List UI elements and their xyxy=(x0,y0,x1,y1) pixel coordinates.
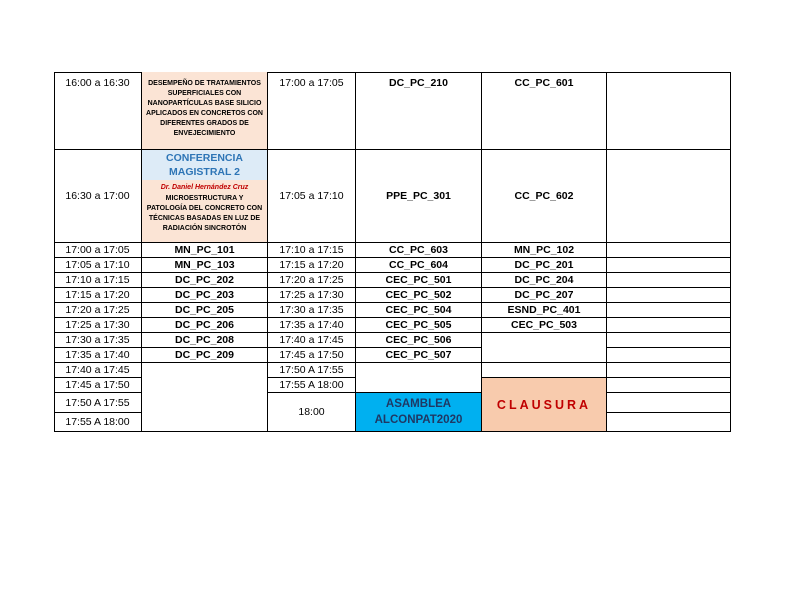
empty-cell xyxy=(607,378,731,393)
paper-code-cell: PPE_PC_301 xyxy=(356,150,482,243)
time-cell: 17:05 a 17:10 xyxy=(54,258,142,273)
paper-code-cell: CC_PC_603 xyxy=(356,243,482,258)
paper-code-cell: CC_PC_602 xyxy=(482,150,607,243)
empty-cell xyxy=(607,72,731,150)
time-cell: 17:10 a 17:15 xyxy=(268,243,356,258)
paper-code-cell: DC_PC_204 xyxy=(482,273,607,288)
paper-code-cell: DC_PC_205 xyxy=(142,303,268,318)
time-cell: 17:45 a 17:50 xyxy=(54,378,142,393)
asamblea-cell xyxy=(356,393,482,432)
time-cell: 17:20 a 17:25 xyxy=(268,273,356,288)
paper-code-cell: MN_PC_102 xyxy=(482,243,607,258)
time-cell: 17:20 a 17:25 xyxy=(54,303,142,318)
time-cell: 17:00 a 17:05 xyxy=(54,243,142,258)
time-cell: 17:30 a 17:35 xyxy=(54,333,142,348)
conference-cell xyxy=(142,150,268,243)
time-cell: 17:50 A 17:55 xyxy=(268,363,356,378)
talk-cell xyxy=(142,72,268,150)
empty-cell xyxy=(607,258,731,273)
empty-cell xyxy=(607,413,731,432)
time-cell: 17:35 a 17:40 xyxy=(268,318,356,333)
paper-code-cell: DC_PC_201 xyxy=(482,258,607,273)
time-cell: 17:25 a 17:30 xyxy=(268,288,356,303)
time-cell: 17:25 a 17:30 xyxy=(54,318,142,333)
paper-code-cell: MN_PC_103 xyxy=(142,258,268,273)
paper-code-cell: CC_PC_604 xyxy=(356,258,482,273)
asamblea-line1: ASAMBLEA xyxy=(385,398,452,410)
empty-cell xyxy=(607,393,731,413)
empty-cell xyxy=(142,363,268,432)
time-cell: 17:35 a 17:40 xyxy=(54,348,142,363)
empty-cell xyxy=(607,150,731,243)
empty-cell xyxy=(607,318,731,333)
conference-speaker: Dr. Daniel Hernández Cruz xyxy=(160,184,249,191)
empty-cell xyxy=(482,363,607,378)
time-cell: 17:55 A 18:00 xyxy=(54,413,142,432)
paper-code-cell: CEC_PC_501 xyxy=(356,273,482,288)
time-cell: 17:10 a 17:15 xyxy=(54,273,142,288)
paper-code-cell: DC_PC_209 xyxy=(142,348,268,363)
paper-code-cell: DC_PC_202 xyxy=(142,273,268,288)
paper-code-cell: DC_PC_207 xyxy=(482,288,607,303)
time-cell: 17:55 A 18:00 xyxy=(268,378,356,393)
time-cell: 17:05 a 17:10 xyxy=(268,150,356,243)
talk-title: DESEMPEÑO DE TRATAMIENTOS SUPERFICIALES CON NANOPARTÍCULAS BASE SILICIO APLICADOS EN CONCRETOS CON DIFERENTES GRADOS DE ENVEJECIMIENTO xyxy=(146,80,263,137)
paper-code-cell: CEC_PC_503 xyxy=(482,318,607,333)
empty-cell xyxy=(482,333,607,363)
empty-cell xyxy=(607,363,731,378)
empty-cell xyxy=(356,363,482,393)
time-cell: 17:40 a 17:45 xyxy=(54,363,142,378)
conference-talk-title: MICROESTRUCTURA Y PATOLOGÍA DEL CONCRETO CON TÉCNICAS BASADAS EN LUZ DE RADIACIÓN SINCROTÓN xyxy=(146,195,263,232)
paper-code-cell: CEC_PC_502 xyxy=(356,288,482,303)
empty-cell xyxy=(607,288,731,303)
paper-code-cell: CEC_PC_504 xyxy=(356,303,482,318)
clausura-cell: CLAUSURA xyxy=(482,378,607,432)
paper-code-cell: DC_PC_210 xyxy=(356,72,482,150)
paper-code-cell: MN_PC_101 xyxy=(142,243,268,258)
time-cell: 17:40 a 17:45 xyxy=(268,333,356,348)
time-cell: 17:50 A 17:55 xyxy=(54,393,142,413)
time-cell: 16:00 a 16:30 xyxy=(54,72,142,150)
empty-cell xyxy=(607,243,731,258)
time-cell: 17:15 a 17:20 xyxy=(268,258,356,273)
time-cell: 16:30 a 17:00 xyxy=(54,150,142,243)
paper-code-cell: DC_PC_206 xyxy=(142,318,268,333)
paper-code-cell: ESND_PC_401 xyxy=(482,303,607,318)
time-cell: 18:00 xyxy=(268,393,356,432)
time-cell: 17:30 a 17:35 xyxy=(268,303,356,318)
paper-code-cell: DC_PC_203 xyxy=(142,288,268,303)
paper-code-cell: CEC_PC_506 xyxy=(356,333,482,348)
time-cell: 17:45 a 17:50 xyxy=(268,348,356,363)
empty-cell xyxy=(607,333,731,348)
paper-code-cell: CEC_PC_505 xyxy=(356,318,482,333)
conference-title: CONFERENCIA MAGISTRAL 2 xyxy=(142,150,267,180)
empty-cell xyxy=(607,348,731,363)
paper-code-cell: CEC_PC_507 xyxy=(356,348,482,363)
paper-code-cell: DC_PC_208 xyxy=(142,333,268,348)
paper-code-cell: CC_PC_601 xyxy=(482,72,607,150)
asamblea-line2: ALCONPAT2020 xyxy=(374,414,463,426)
schedule-table xyxy=(54,72,731,432)
time-cell: 17:00 a 17:05 xyxy=(268,72,356,150)
empty-cell xyxy=(607,303,731,318)
empty-cell xyxy=(607,273,731,288)
time-cell: 17:15 a 17:20 xyxy=(54,288,142,303)
